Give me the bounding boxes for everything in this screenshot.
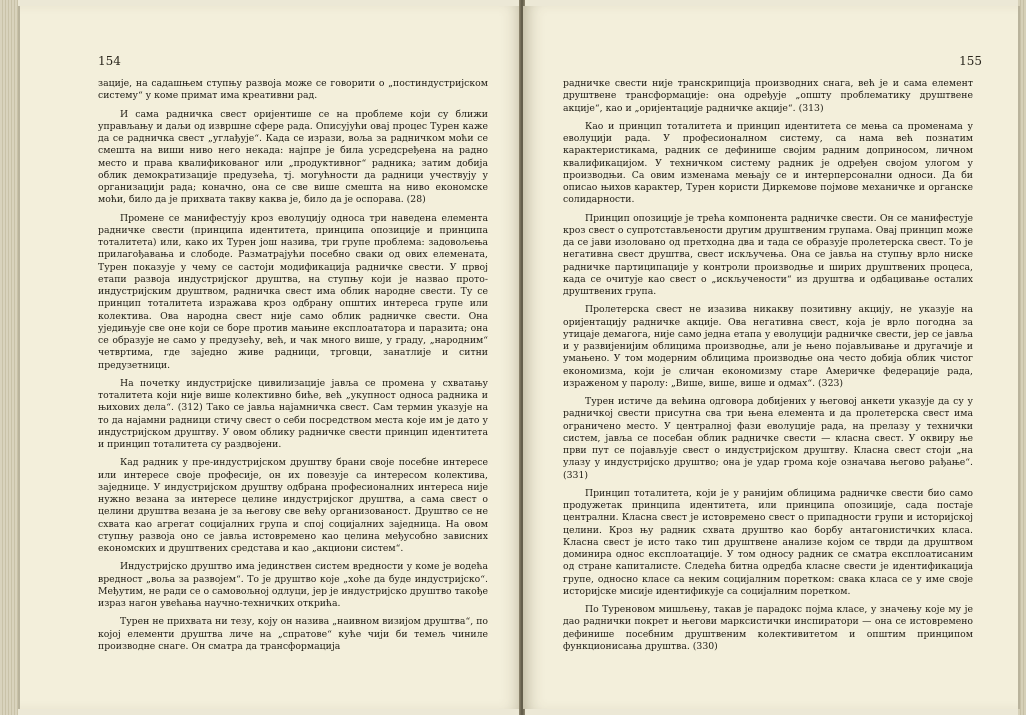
paragraph: Турен не прихвата ни тезу, коју он назива „наивном визијом друштва“, по којој елементи друштва личе на „спратове“ куће чији би темељ чиниле производне снаге. Он сматра да трансформација [98, 616, 488, 652]
page-number-right: 155 [959, 54, 982, 68]
right-page [523, 6, 1020, 709]
paragraph: Турен истиче да већина одговора добијених у његовој анкети указује да су у радничкој свести присутна сва три њена елемента и да пролетерска свест има ограничено место. У централној фази еволуције рада, на прелазу у технички систем, јавља се посебан облик радничке свести — класна свест. У оквиру ње први пут се појављује свест о индустријском друштву. Класна свест стоји „на улазу у индустријско друштво; она је удар грома које означава његово рађање“. (331) [563, 396, 973, 481]
paragraph: Принцип тоталитета, који је у ранијим облицима радничке свести био само продужетак принципа идентитета, или принципа опозиције, сада постаје централни. Класна свест је истовремено свест о припадности групи и историјској целини. Кроз њу радник схвата друштво као борбу антагонистичких класа. Класна свест је исто тако тип друштвене анализе којом се тврди да друштвом доминира однос експлоатације. У том односу радник се сматра експлоатисаним од стране капиталисте. Следећа битна одредба класне свести је идентификација групе, односно класе са неким социјалним поретком: свака класа се у име своје историјске мисије идентификује са социјалним поретком. [563, 487, 973, 597]
paragraph: Као и принцип тоталитета и принцип идентитета се мења са променама у еволуцији рада. У професионалном систему, са нама већ познатим карактеристикама, радник се дефинише својим радним доприносом, личном квалификацијом. У техничком систему радник је одређен својом улогом у производњи. Са овим изменама мењају се и интерперсонални односи. Да би описао њихов карактер, Турен користи Диркемове појмове механичке и органске солидарности. [563, 120, 973, 206]
page-edges-left [0, 0, 18, 715]
paragraph: На почетку индустријске цивилизације јавља се промена у схватању тоталитета који није више колективно биће, већ „укупност односа радника и њихових дела“. (312) Тако се јавља најамничка свест. Сам термин указује на то да најамни радници стичу свест о себи посредством места које им је дато у индустријском друштву. У овом облику радничке свести принцип идентитета и принцип тоталитета су раздвојени. [98, 377, 488, 450]
paragraph: По Туреновом мишљењу, такав је парадокс појма класе, у значењу које му је дао раднички покрет и његови марксистички инспиратори — она се истовремено дефинише посебним друштвеним колективитетом и општим принципом функционисања друштва. (330) [563, 604, 973, 652]
paragraph: зације, на садашњем ступњу развоја може се говорити о „постиндустријском систему“ у коме примат има креативни рад. [98, 78, 488, 102]
paragraph: Принцип опозиције је трећа компонента радничке свести. Он се манифестује кроз свест о супротстављености другим друштвеним групама. Овај принцип може да се јави изоловано од претходна два и тада се образује пролетерска свест. То је негативна свест друштва, свест искључења. Она се јавља на ступњу врло нискe радничке партиципације у контроли производње и ширих друштвених процеса, када се очитује као свест о „искључености“ из друштва и одбацивање осталих друштвених група. [563, 212, 973, 297]
paragraph: И сама радничка свест оријентише се на проблеме који су ближи управљању и даљи од извршне сфере рада. Описујући овај процес Турен каже да се радничка свест „углађује“. Када се изрази, воља за радничком моћи се смешта на виши ниво него некада: најпре је била усредсређена на радно место и права квалификованог или „продуктивног“ радника; затим добија облик демократизације предузећа, тј. могућности да радници учествују у организацији рада; коначно, она се све више смешта на ниво економске моћи, било да је прихвата такву каква је, било да је оспорава. (28) [98, 108, 488, 206]
paragraph: Пролетерска свест не изазива никакву позитивну акцију, не указује на оријентацију радничке акције. Ова негативна свест, која је врло погодна за утицаје демагога, није само једна етапа у еволуцији радничке свести, јер се јавља и у развијенијим облицима производње, али је њено појављивање и другачије и умањено. У том модерним облицима производње она често добија облик чистог економизма, који је сличан економизму старе Америчке федерације рада, израженом у паролу: „Више, више, више и одмах“. (323) [563, 304, 973, 389]
page-number-left: 154 [98, 54, 121, 68]
paragraph: Промене се манифестују кроз еволуцију односа три наведена елемента радничке свести (принципа идентитета, принципа опозиције и принципа тоталитета) или, како их Турен још назива, три групе проблема: задовољења прилагођавања и слободе. Разматрајући посебно сваки од ових елемената, Турен показује у чему се састоји модификација радничке свести. У првој етапи развоја индустријског друштва, на ступњу који је назвао прото-индустријским друштвом, радничка свест има облик народне свести. Ту се принцип тоталитета изражава кроз одбрану општих интереса групе или колектива. Ова народна свест није само облик радничке свести. Она уједињује све оне који се боре против мањине експлоататора и паразита; она се образује не само у предузећу, већ, и чак много више, у граду, „народним“ четвртима, где заједно живе радници, трговци, занатлије и ситни предузетници. [98, 212, 488, 371]
right-page-text [563, 78, 973, 653]
left-page [18, 6, 523, 709]
paragraph: Индустријско друштво има јединствен систем вредности у коме је водећа вредност „воља за развојем“. То је друштво које „хоће да буде индустријско“. Међутим, не ради се о самовољној одлуци, јер је индустријско друштво такође израз нагон увећања научно-техничких открића. [98, 561, 488, 609]
paragraph: Кад радник у пре-индустријском друштву брани своје посебне интересе или интересе своје професије, он их повезује са интересом колектива, заједнице. У индустријском друштву одбрана професионалних интереса није нужно везана за интересе целине индустријског друштва, а сама свест о целини друштва везана је за његову све већу организованост. Друштво се не схвата као агрегат социјалних група и спој социјалних заједница. На овом ступњу развоја оно се јавља истовремено као целина међусобно зависних економских и друштвених средстава и као „акциони систем“. [98, 457, 488, 554]
paragraph: радничке свести није транскрипција производних снага, већ је и сама елемент друштвене трансформације: она одређује „општу проблематику друштвене акције“, као и „оријентације радничке акције“. (313) [563, 78, 973, 114]
left-page-text [98, 78, 488, 653]
